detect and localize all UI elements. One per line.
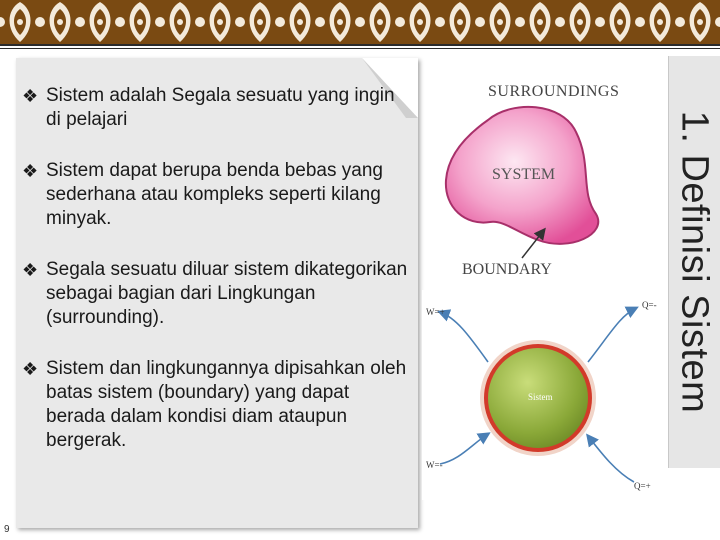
bullet-text: Sistem dapat berupa benda bebas yang sederhana atau kompleks seperti kilang minyak. <box>46 160 383 229</box>
bullet-item <box>22 258 412 330</box>
diamond-bullet-icon: ❖ <box>22 161 39 181</box>
bullet-item <box>22 159 412 231</box>
heat-out-label: Q=- <box>642 300 657 310</box>
diamond-bullet-icon: ❖ <box>22 86 39 106</box>
system-diagram <box>420 62 670 500</box>
bullet-text: Segala sesuatu diluar sistem dikategorikan sebagai bagian dari Lingkungan (surrounding). <box>46 259 408 328</box>
sphere-label: Sistem <box>528 392 553 402</box>
bullet-text: Sistem dan lingkungannya dipisahkan oleh batas sistem (boundary) yang dapat berada dalam kondisi diam ataupun bergerak. <box>46 358 407 451</box>
surroundings-label: SURROUNDINGS <box>488 83 620 100</box>
bullet-text: Sistem adalah Segala sesuatu yang ingin di pelajari <box>46 85 395 130</box>
boundary-label: BOUNDARY <box>462 261 552 278</box>
page-number: 9 <box>4 524 10 535</box>
slide-title: 1. Definisi Sistem <box>673 110 716 414</box>
header-rule-bottom <box>0 48 720 49</box>
batik-pattern <box>0 0 720 44</box>
heat-in-label: Q=+ <box>634 481 651 491</box>
bullet-list <box>22 84 412 480</box>
bullet-item <box>22 357 412 453</box>
header-rule-top <box>0 44 720 46</box>
batik-header-band <box>0 0 720 44</box>
bullet-item <box>22 84 412 132</box>
work-in-label: W=+ <box>426 307 445 317</box>
system-label: SYSTEM <box>492 166 556 183</box>
diamond-bullet-icon: ❖ <box>22 359 39 379</box>
diamond-bullet-icon: ❖ <box>22 260 39 280</box>
work-out-label: W=- <box>426 460 443 470</box>
